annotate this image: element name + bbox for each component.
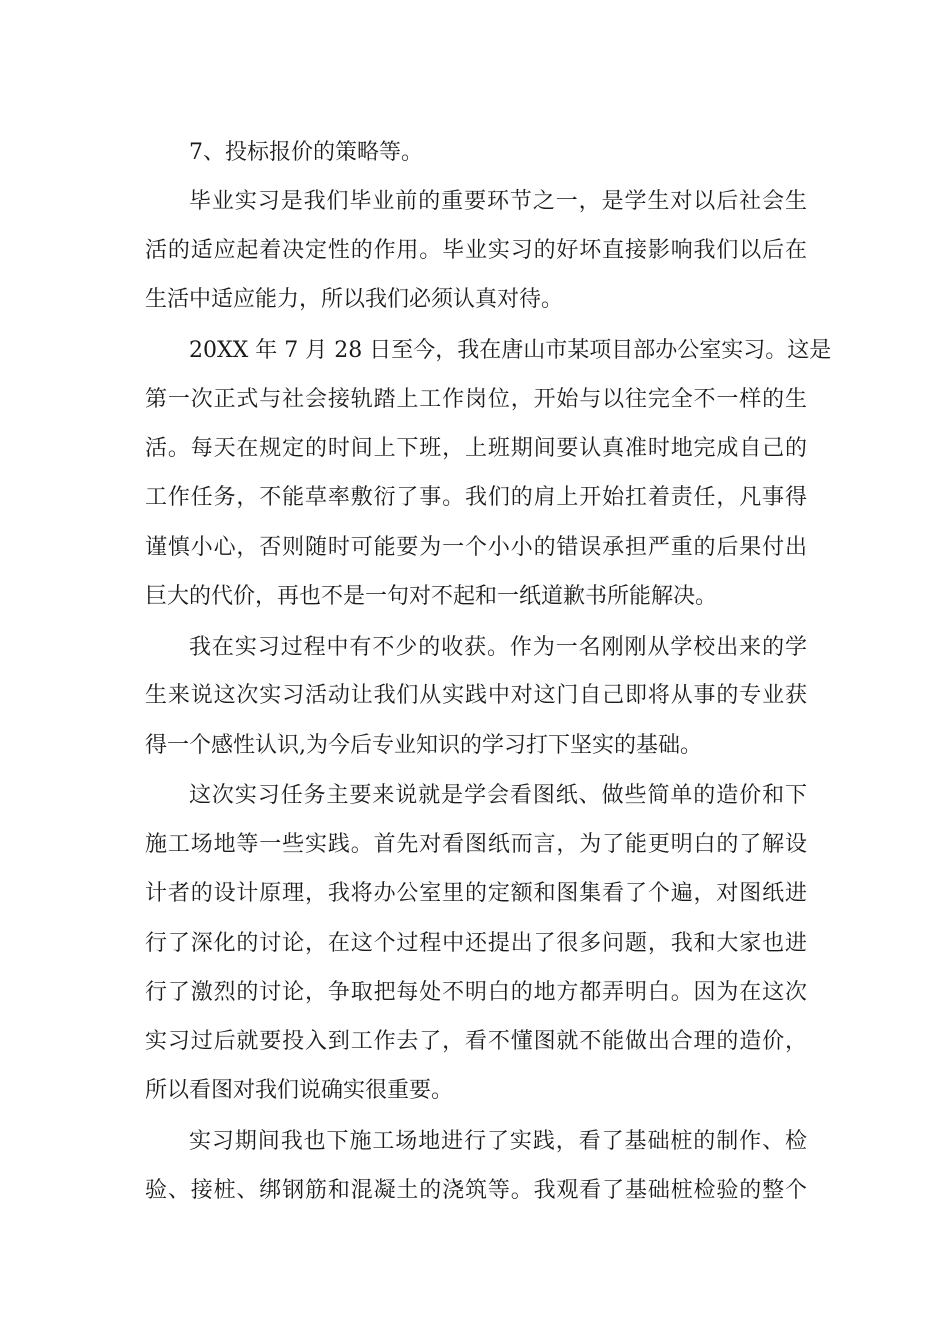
text-line: 我在实习过程中有不少的收获。作为一名刚刚从学校出来的学 xyxy=(189,635,807,660)
text-line: 施工场地等一些实践。首先对看图纸而言，为了能更明白的了解设 xyxy=(145,832,807,857)
text-line: 谨慎小心，否则随时可能要为一个小小的错误承担严重的后果付出 xyxy=(145,535,807,560)
text-line: 验、接桩、绑钢筋和混凝土的浇筑等。我观看了基础桩检验的整个 xyxy=(145,1178,807,1203)
text-line: 计者的设计原理，我将办公室里的定额和图集看了个遍，对图纸进 xyxy=(145,881,807,906)
text-line: 7、投标报价的策略等。 xyxy=(189,140,423,165)
text-line: 活的适应起着决定性的作用。毕业实习的好坏直接影响我们以后在 xyxy=(145,238,807,263)
text-line: 20XX 年 7 月 28 日至今，我在唐山市某项目部办公室实习。这是 xyxy=(189,338,832,363)
text-line: 生活中适应能力，所以我们必须认真对待。 xyxy=(145,287,564,312)
text-line: 第一次正式与社会接轨踏上工作岗位，开始与以往完全不一样的生 xyxy=(145,387,807,412)
text-line: 毕业实习是我们毕业前的重要环节之一，是学生对以后社会生 xyxy=(189,189,807,214)
text-line: 实习过后就要投入到工作去了，看不懂图就不能做出合理的造价， xyxy=(145,1029,807,1054)
text-line: 生来说这次实习活动让我们从实践中对这门自己即将从事的专业获 xyxy=(145,683,807,708)
text-line: 巨大的代价，再也不是一句对不起和一纸道歉书所能解决。 xyxy=(145,584,718,609)
text-line: 活。每天在规定的时间上下班，上班期间要认真准时地完成自己的 xyxy=(145,436,807,461)
text-line: 工作任务，不能草率敷衍了事。我们的肩上开始扛着责任，凡事得 xyxy=(145,485,807,510)
text-line: 行了深化的讨论，在这个过程中还提出了很多问题，我和大家也进 xyxy=(145,931,807,956)
text-line: 行了激烈的讨论，争取把每处不明白的地方都弄明白。因为在这次 xyxy=(145,980,807,1005)
text-line: 所以看图对我们说确实很重要。 xyxy=(145,1078,454,1103)
text-line: 这次实习任务主要来说就是学会看图纸、做些简单的造价和下 xyxy=(189,783,807,808)
text-line: 得一个感性认识,为今后专业知识的学习打下坚实的基础。 xyxy=(145,733,702,758)
text-line: 实习期间我也下施工场地进行了实践，看了基础桩的制作、检 xyxy=(189,1129,807,1154)
